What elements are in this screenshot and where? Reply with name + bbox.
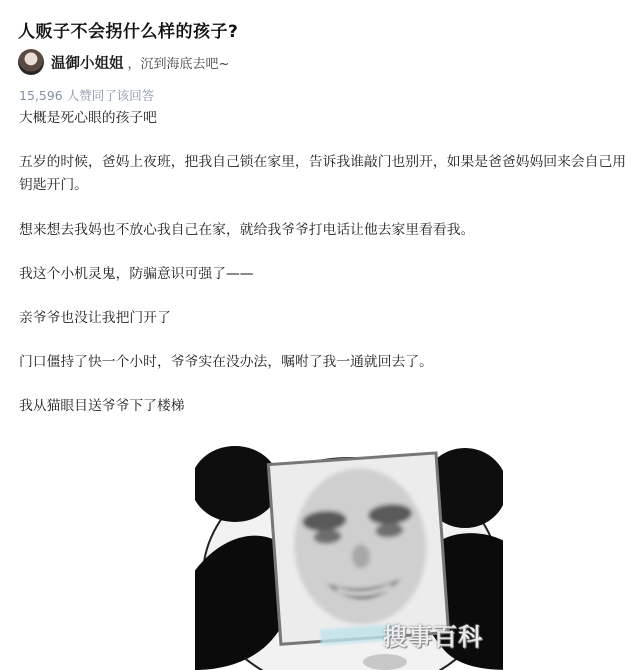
author-bio: ，沉到海底去吧~ xyxy=(127,56,230,72)
vote-count: 15,596 人赞同了该回答 xyxy=(19,88,155,103)
answer-paragraph: 五岁的时候，爸妈上夜班，把我自己锁在家里，告诉我谁敲门也别开，如果是爸爸妈妈回来会自己用钥匙开门。 xyxy=(19,154,627,193)
avatar[interactable] xyxy=(18,49,44,75)
answer-paragraph: 我这个小机灵鬼，防骗意识可强了—— xyxy=(19,266,254,282)
answer-paragraph: 大概是死心眼的孩子吧 xyxy=(19,110,157,126)
answer-paragraph: 想来想去我妈也不放心我自己在家，就给我爷爷打电话让他去家里看看我。 xyxy=(19,222,475,238)
answer-paragraph: 我从猫眼目送爷爷下了楼梯 xyxy=(19,398,185,414)
question-title[interactable]: 人贩子不会拐什么样的孩子? xyxy=(18,22,239,42)
author-name[interactable]: 温御小姐姐 xyxy=(51,55,124,72)
author-row xyxy=(18,48,229,76)
answer-paragraph: 门口僵持了快一个小时，爷爷实在没办法，嘱咐了我一通就回去了。 xyxy=(19,354,433,370)
watermark-text: 搜事百科 xyxy=(383,622,483,651)
panda-meme-image xyxy=(195,436,503,670)
answer-paragraph: 亲爷爷也没让我把门开了 xyxy=(19,310,171,326)
